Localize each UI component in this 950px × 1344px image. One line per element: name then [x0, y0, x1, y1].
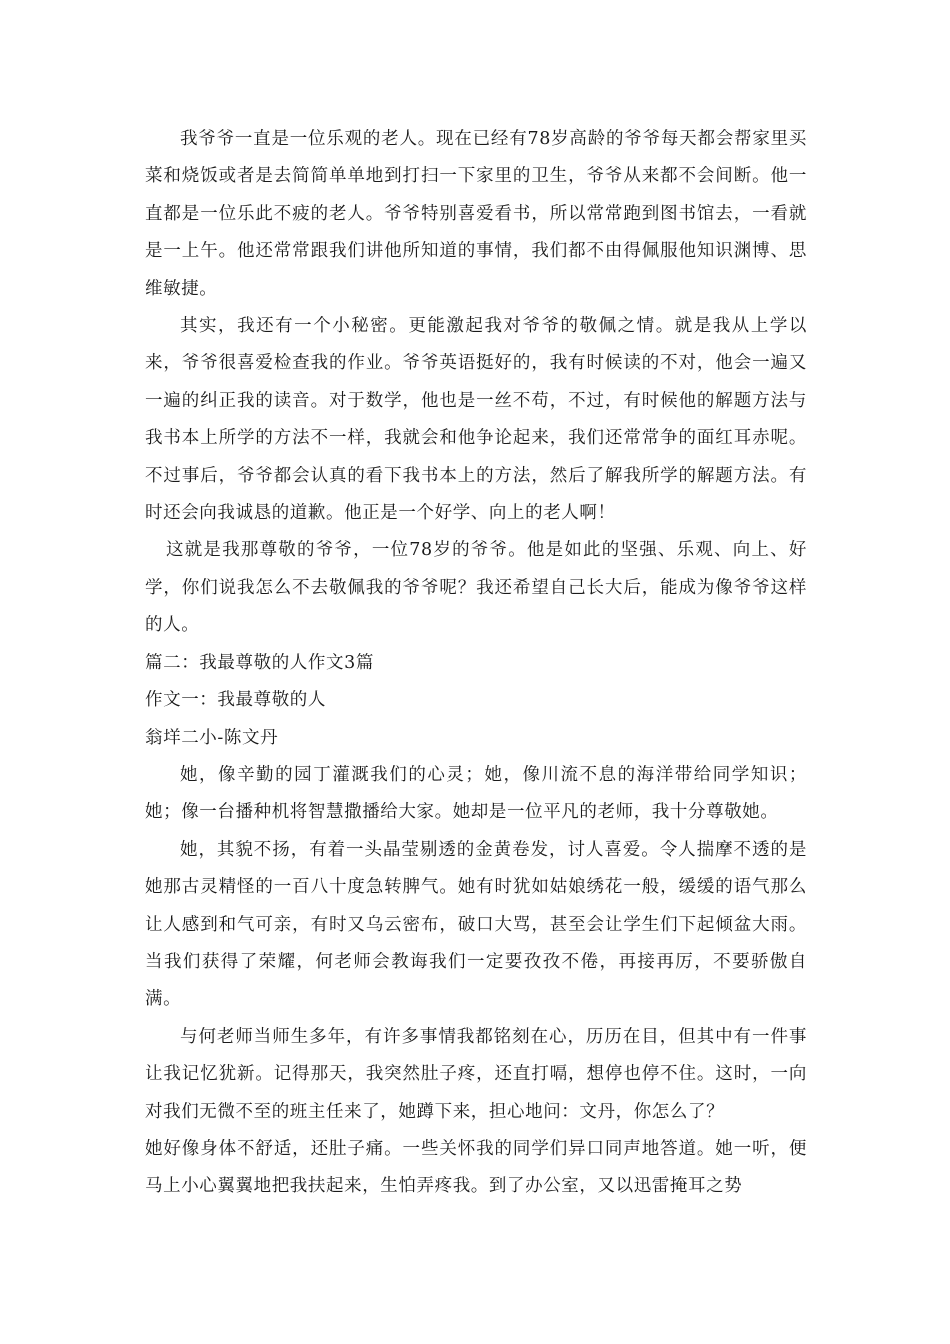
paragraph-teacher-intro: 她，像辛勤的园丁灌溉我们的心灵；她，像川流不息的海洋带给同学知识；她；像一台播种机将智慧撒播给大家。她却是一位平凡的老师，我十分尊敬她。 [145, 764, 807, 823]
section-heading: 篇二：我最尊敬的人作文3篇 [145, 652, 374, 673]
paragraph-grandpa-optimistic: 我爷爷一直是一位乐观的老人。现在已经有78岁高龄的爷爷每天都会帮家里买菜和烧饭或者是去简简单单地到打扫一下家里的卫生，爷爷从来都不会间断。他一直都是一位乐此不疲的老人。爷爷特别喜爱看书，所以常常跑到图书馆去，一看就是一上午。他还常常跟我们讲他所知道的事情，我们都不由得佩服他知识渊博、思维敏捷。 [145, 129, 807, 299]
document-body [145, 121, 807, 1206]
paragraph-teacher-care: 她好像身体不舒适，还肚子痛。一些关怀我的同学们异口同声地答道。她一听，便马上小心翼翼地把我扶起来，生怕弄疼我。到了办公室，又以迅雷掩耳之势 [145, 1138, 807, 1197]
paragraph-grandpa-homework: 其实，我还有一个小秘密。更能激起我对爷爷的敬佩之情。就是我从上学以来，爷爷很喜爱检查我的作业。爷爷英语挺好的，我有时候读的不对，他会一遍又一遍的纠正我的读音。对于数学，他也是一丝不苟，不过，有时候他的解题方法与我书本上所学的方法不一样，我就会和他争论起来，我们还常常争的面红耳赤呢。不过事后，爷爷都会认真的看下我书本上的方法，然后了解我所学的解题方法。有时还会向我诚恳的道歉。他正是一个好学、向上的老人啊！ [145, 316, 807, 524]
essay-title: 作文一：我最尊敬的人 [145, 690, 326, 711]
paragraph-teacher-appearance: 她，其貌不扬，有着一头晶莹剔透的金黄卷发，讨人喜爱。令人揣摩不透的是她那古灵精怪的一百八十度急转脾气。她有时犹如姑娘绣花一般，缓缓的语气那么让人感到和气可亲，有时又乌云密布，破口大骂，甚至会让学生们下起倾盆大雨。当我们获得了荣耀，何老师会教诲我们一定要孜孜不倦，再接再厉，不要骄傲自满。 [145, 839, 807, 1010]
essay-author: 翁垟二小-陈文丹 [145, 727, 279, 748]
paragraph-grandpa-conclusion: 这就是我那尊敬的爷爷，一位78岁的爷爷。他是如此的坚强、乐观、向上、好学，你们说我怎么不去敬佩我的爷爷呢？我还希望自己长大后，能成为像爷爷这样的人。 [145, 540, 807, 636]
paragraph-teacher-memory: 与何老师当师生多年，有许多事情我都铭刻在心，历历在目，但其中有一件事让我记忆犹新。记得那天，我突然肚子疼，还直打嗝，想停也停不住。这时，一向对我们无微不至的班主任来了，她蹲下来，担心地问：文丹，你怎么了？ [145, 1026, 807, 1122]
